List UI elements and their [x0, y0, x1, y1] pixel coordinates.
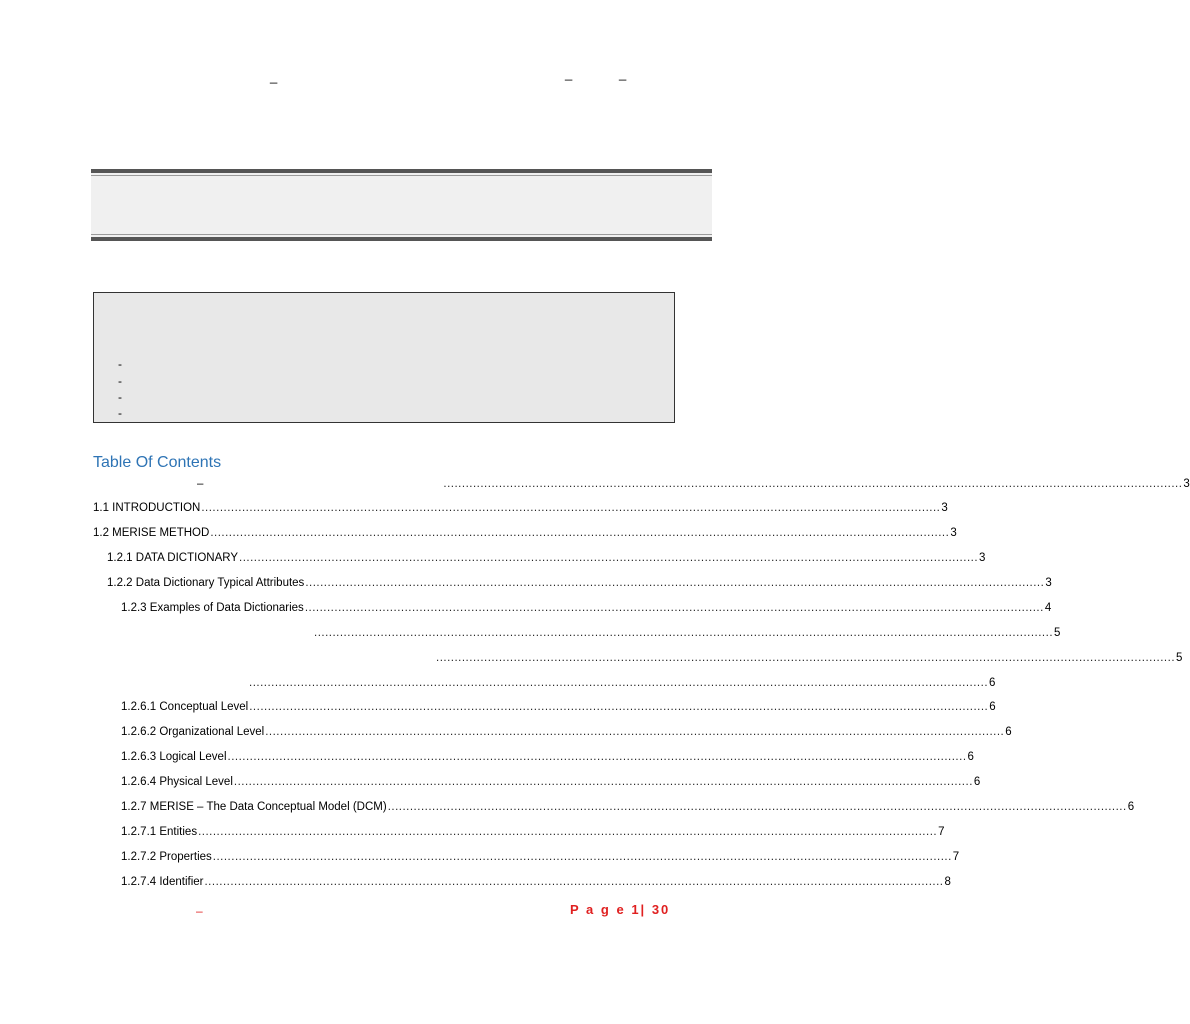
toc-entry[interactable] [435, 650, 1183, 666]
title-banner [91, 169, 712, 241]
toc-leader: ........................................................................................................................................................................................................ [198, 826, 938, 838]
toc-leader: ........................................................................................................................................................................................................ [204, 876, 944, 888]
toc-entry-page: 3 [979, 552, 986, 564]
toc-leader: ........................................................................................................................................................................................................ [249, 677, 989, 689]
toc-entry[interactable] [121, 824, 945, 840]
toc-entry[interactable] [121, 749, 974, 765]
toc-entry-page: 5 [1054, 627, 1061, 639]
toc-leader: ........................................................................................................................................................................................................ [387, 801, 1127, 813]
toc-entry-page: 3 [1045, 577, 1052, 589]
bullet-1: - [118, 357, 122, 371]
toc-leader: ........................................................................................................................................................................................................ [212, 851, 952, 863]
toc-entry-page: 6 [989, 677, 996, 689]
toc-leader: ........................................................................................................................................................................................................ [239, 552, 979, 564]
toc-entry[interactable] [93, 476, 1190, 492]
header-dash-3: _ [619, 66, 627, 81]
toc-leader: ........................................................................................................................................................................................................ [249, 701, 989, 713]
toc-entry[interactable] [121, 849, 960, 865]
toc-leader: ........................................................................................................................................................................................................ [265, 726, 1005, 738]
toc-entry-label: 1.2.7.4 Identifier [121, 876, 204, 888]
toc-entry[interactable] [107, 575, 1052, 591]
toc-entry-label: 1.2.6.4 Physical Level [121, 776, 233, 788]
toc-entry-page: 4 [1044, 602, 1052, 614]
toc-entry[interactable] [313, 625, 1061, 641]
toc-leader: ........................................................................................................................................................................................................ [233, 776, 973, 788]
toc-entry-page: 6 [1005, 726, 1012, 738]
toc-entry-label: 1.2.7.2 Properties [121, 851, 212, 863]
toc-leader: ........................................................................................................................................................................................................ [210, 527, 950, 539]
page-total: 30 [651, 902, 671, 917]
toc-entry[interactable] [121, 724, 1012, 740]
page-indicator [570, 902, 670, 917]
toc-entry-page: 7 [938, 826, 945, 838]
bullet-2: - [118, 374, 122, 388]
toc-entry-label: 1.2.3 Examples of Data Dictionaries [121, 602, 304, 614]
toc-entry-page: 6 [967, 751, 974, 763]
toc-heading: Table Of Contents [93, 454, 222, 471]
toc-entry-label: 1.2.7 MERISE – The Data Conceptual Model (DCM) [121, 801, 387, 813]
toc-entry-label: 1.2.6.3 Logical Level [121, 751, 227, 763]
toc-leader: ........................................................................................................................................................................................................ [201, 502, 941, 514]
toc-entry[interactable] [93, 500, 948, 516]
toc-leader: ........................................................................................................................................................................................................ [227, 751, 967, 763]
header-dash-2: _ [565, 66, 573, 81]
toc-entry-label: 1.2.6.2 Organizational Level [121, 726, 265, 738]
toc-entry-page: 5 [1176, 652, 1183, 664]
toc-entry[interactable] [121, 600, 1052, 616]
toc-entry-label: 1.2.7.1 Entities [121, 826, 198, 838]
toc-leader: ........................................................................................................................................................................................................ [436, 652, 1176, 664]
toc-entry-label: 1.2.1 DATA DICTIONARY [107, 552, 239, 564]
page-separator: | [640, 902, 647, 917]
toc-entry-label: 1.2.2 Data Dictionary Typical Attributes [107, 577, 305, 589]
toc-entry-page: 3 [941, 502, 948, 514]
toc-entry-label: 1.2 MERISE METHOD [93, 527, 210, 539]
header-dash-1: _ [270, 69, 278, 84]
toc-entry-page: 8 [944, 876, 951, 888]
page-number: 1 [631, 902, 641, 917]
toc-entry-page: 6 [1127, 801, 1135, 813]
toc-leader: ........................................................................................................................................................................................................ [443, 478, 1183, 490]
bullet-3: - [118, 390, 122, 404]
summary-box [93, 292, 675, 423]
footer-mark: – [196, 904, 203, 918]
page-label: P a g e [570, 902, 626, 917]
toc-entry-page: 6 [989, 701, 996, 713]
toc-entry-page: 7 [952, 851, 960, 863]
toc-entry-label: 1.1 INTRODUCTION [93, 502, 201, 514]
toc-entry-label: – [197, 478, 204, 490]
toc-entry-page: 6 [973, 776, 981, 788]
toc-entry-page: 3 [950, 527, 957, 539]
toc-entry[interactable] [121, 774, 981, 790]
toc-entry[interactable] [121, 874, 951, 890]
toc-entry[interactable] [248, 675, 996, 691]
toc-entry-page: 3 [1183, 478, 1190, 490]
toc-entry[interactable] [107, 550, 986, 566]
toc-entry[interactable] [93, 525, 957, 541]
toc-leader: ........................................................................................................................................................................................................ [304, 602, 1044, 614]
toc-entry-label: 1.2.6.1 Conceptual Level [121, 701, 249, 713]
toc-leader: ........................................................................................................................................................................................................ [314, 627, 1054, 639]
toc-entry[interactable] [121, 799, 1135, 815]
bullet-4: - [118, 406, 122, 420]
toc-entry[interactable] [121, 699, 996, 715]
toc-leader: ........................................................................................................................................................................................................ [305, 577, 1045, 589]
